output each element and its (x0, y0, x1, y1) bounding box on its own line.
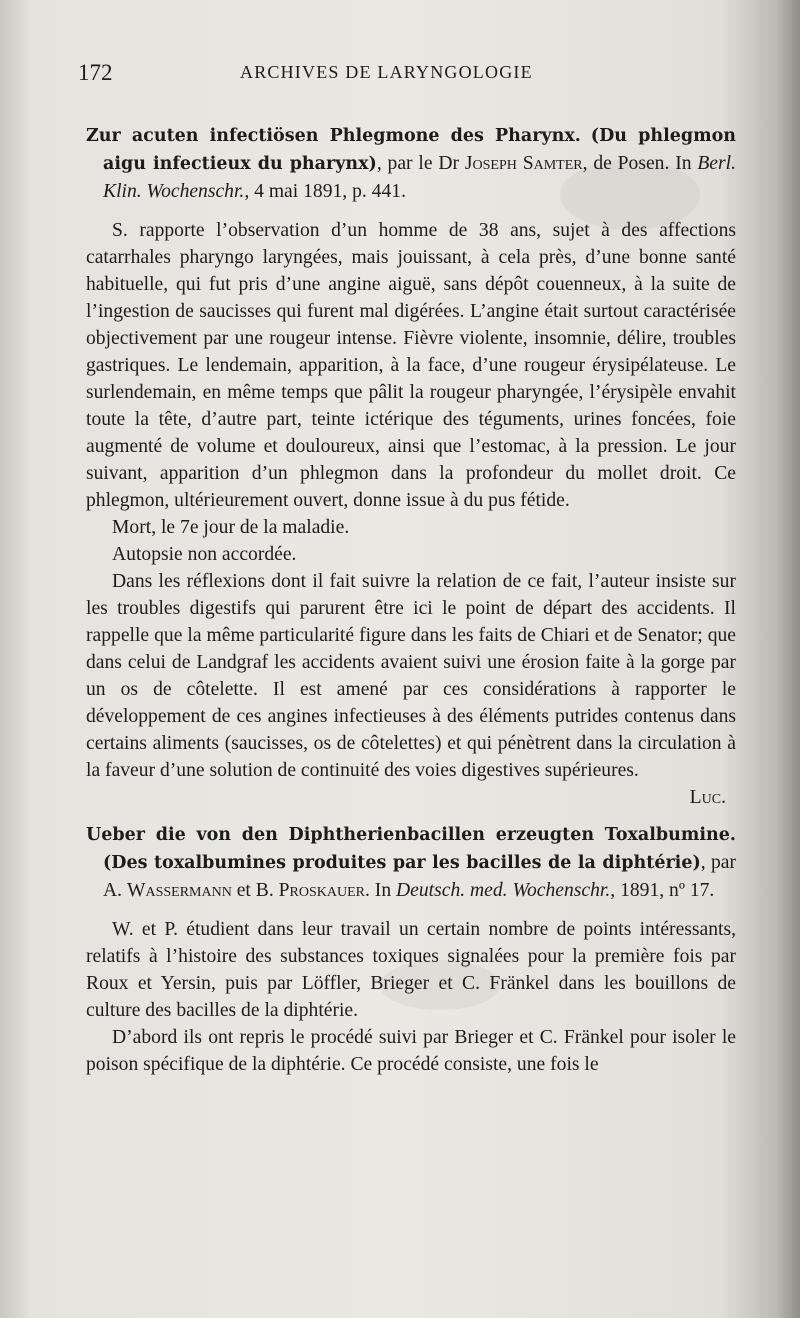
article-2-author-2: Proskauer (278, 880, 365, 901)
article-2-title-french: (Des toxalbumines produites par les bacilles de la diphtérie) (103, 853, 701, 873)
article-2-and: et B. (231, 880, 279, 901)
page-number: 172 (78, 60, 113, 85)
article-2-citation: , 1891, nº 17. (610, 880, 715, 901)
article-1-author: Joseph Samter (464, 153, 583, 174)
page-header (78, 60, 738, 100)
article-1-paragraph: Dans les réflexions dont il fait suivre la relation de ce fait, l’auteur insiste sur les troubles digestifs qui parurent être ici le point de départ des accidents. Il rappelle que la même particularité figure dans les faits de Chiari et de Senator; que dans celui de Landgraf les accidents avaient suivi une érosion faite à la gorge par un os de côtelette. Il est amené par ces considérations à rapporter le développement de ces angines infectieuses à des éléments putrides contenus dans certains aliments (saucisses, os de côtelettes) et qui pénètrent dans la circulation à la faveur d’une solution de continuité des voies digestives supérieures. (86, 571, 736, 781)
article-1-journal: Berl. Klin. Wochenschr. (103, 153, 736, 202)
page-text (86, 122, 736, 1078)
article-1-dr: Dr (432, 153, 465, 174)
article-1-paragraph: S. rapporte l’observation d’un homme de 38 ans, sujet à des affections catarrhales pharyngo laryngées, mais jouissant, à cela près, d’une bonne santé habituelle, qui fut pris d’une angine aiguë, sans dépôt couenneux, à la suite de l’ingestion de saucisses qui furent mal digérées. L’angine était surtout caractérisée objectivement par une rougeur intense. Fièvre violente, insomnie, délire, troubles gastriques. Le lendemain, apparition, à la face, d’une rougeur érysipélateuse. Le surlendemain, en même temps que pâlit la rougeur pharyngée, l’érysipèle envahit toute la tête, d’autre part, teinte ictérique des téguments, urines foncées, foie augmenté de volume et douloureux, ainsi que l’estomac, à la pression. Le jour suivant, apparition d’un phlegmon dans la profondeur du mollet droit. Ce phlegmon, ultérieurement ouvert, donne issue à du pus fétide. (86, 220, 736, 511)
article-2-title (86, 821, 736, 904)
article-1-paragraph: Mort, le 7e jour de la maladie. (112, 517, 350, 538)
article-2-par: , par A. (103, 852, 736, 901)
article-2-paragraph: D’abord ils ont repris le procédé suivi par Brieger et C. Fränkel pour isoler le poison spécifique de la diphtérie. Ce procédé consiste, une fois le (86, 1027, 736, 1075)
article-2-in: . In (365, 880, 397, 901)
running-head: ARCHIVES DE LARYNGOLOGIE (240, 62, 533, 82)
article-1-par: , par le (376, 153, 433, 174)
article-2-author-1: Wassermann (126, 880, 232, 901)
article-1-title-german: Zur acuten infectiösen Phlegmone des Pharynx. (86, 126, 581, 146)
article-2-paragraph: W. et P. étudient dans leur travail un certain nombre de points intéressants, relatifs à l’histoire des substances toxiques signalées pour la première fois par Roux et Yersin, puis par Löffler, Brieger et C. Fränkel dans les bouillons de culture des bacilles de la diphtérie. (86, 919, 736, 1021)
article-1-title (86, 122, 736, 205)
article-1-signature: Luc. (689, 787, 726, 808)
article-1-citation: , 4 mai 1891, p. 441. (244, 181, 406, 202)
article-2-journal: Deutsch. med. Wochenschr. (396, 880, 611, 901)
article-1-author-place: , de Posen. In (582, 153, 698, 174)
article-1-title-french: (Du phlegmon aigu infectieux du pharynx) (103, 126, 736, 174)
article-2-title-german: Ueber die von den Diphtherienbacillen erzeugten Toxalbumine. (86, 825, 736, 845)
article-1-paragraph: Autopsie non accordée. (112, 544, 297, 565)
